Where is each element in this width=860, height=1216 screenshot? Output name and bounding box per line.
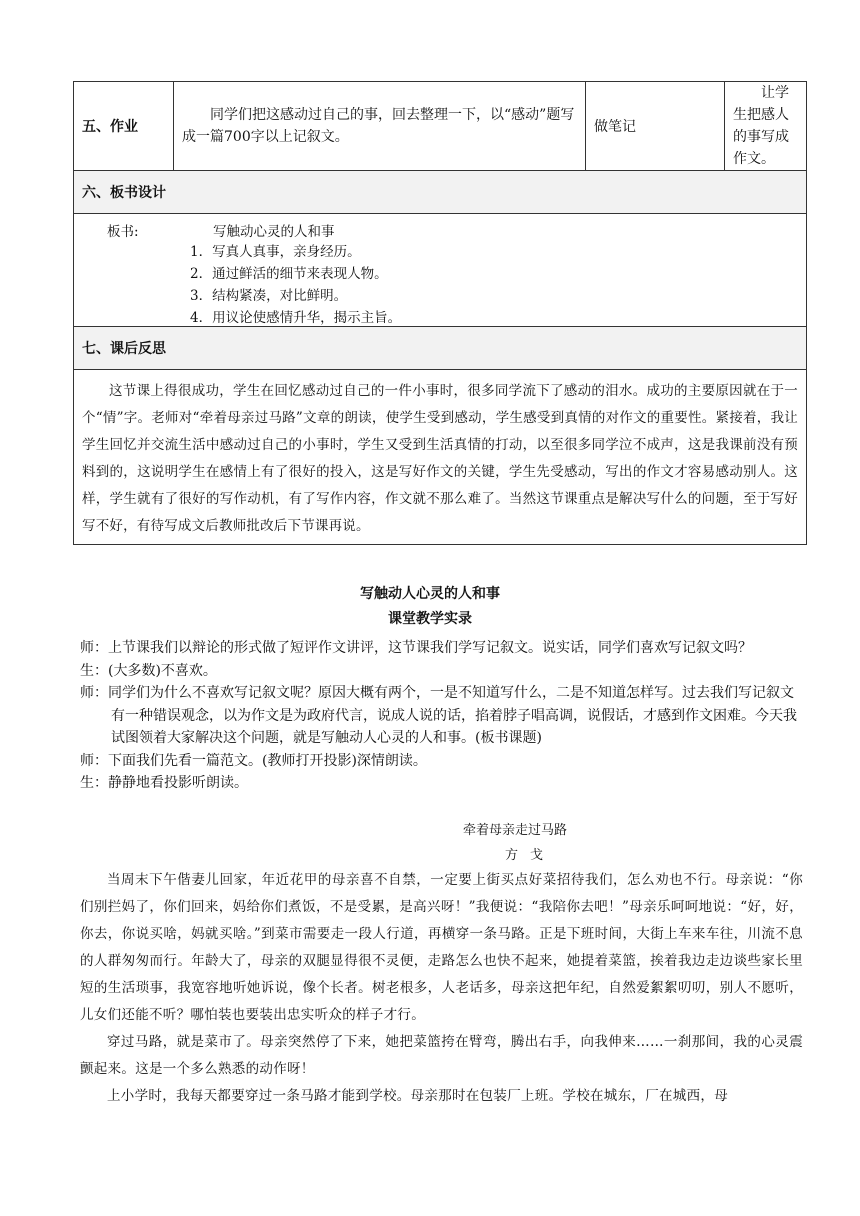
record-subtitle: 课堂教学实录 [388,611,472,627]
homework-row [74,82,807,171]
board-point: 3．结构紧凑，对比鲜明。 [190,288,348,304]
board-label: 板书: [107,224,139,240]
lesson-plan-table [73,81,807,545]
transcript-turn: 生：(大多数)不喜欢。 [80,662,217,679]
board-title: 写触动心灵的人和事 [213,224,335,240]
transcript-turn: 生：静静地看投影听朗读。 [80,775,248,791]
transcript-turn: 师：同学们为什么不喜欢写记叙文呢？原因大概有两个，一是不知道写什么，二是不知道怎样写。过去我们写记叙文有一种错误观念，以为作文是为政府代言，说成人说的话，掐着脖子唱高调，说假话，才感到作文困难。今天我试图领着大家解决这个问题，就是写触动人心灵的人和事。(板书课题) [80,685,797,746]
record-title: 写触动人心灵的人和事 [360,586,500,602]
board-design-heading: 六、板书设计 [74,171,807,214]
board-point: 2．通过鲜活的细节来表现人物。 [190,266,388,282]
essay-author: 方戈 [504,848,555,863]
board-point: 4．用议论使感情升华，揭示主旨。 [190,310,402,326]
homework-intent: 让学生把感人的事写成作文。 [725,82,807,171]
essay-paragraph: 穿过马路，就是菜市了。母亲突然停了下来，她把菜篮挎在臂弯，腾出右手，向我伸来……一刹那间，我的心灵震颤起来。这是一个多么熟悉的动作呀！ [80,1034,803,1077]
board-design-cell [74,214,807,327]
transcript-turn: 师：上节课我们以辩论的形式做了短评作文讲评，这节课我们学写记叙文。说实话，同学们喜欢写记叙文吗？ [80,640,752,656]
homework-heading: 五、作业 [74,82,174,171]
reflection-text: 这节课上得很成功，学生在回忆感动过自己的一件小事时，很多同学流下了感动的泪水。成功的主要原因就在于一个“情”字。老师对“牵着母亲过马路”文章的朗读，使学生受到感动，学生感受到真情的对作文的重要性。紧接着，我让学生回忆并交流生活中感动过自己的小事时，学生又受到生活真情的打动，以至很多同学泣不成声，这是我课前没有预料到的，这说明学生在感情上有了很好的投入，这是写好作文的关键，学生先受感动，写出的作文才容易感动别人。这样，学生就有了很好的写作动机，有了写作内容，作文就不那么难了。当然这节课重点是解决写什么的问题，至于写好写不好，有待写成文后教师批改后下节课再说。 [74,370,807,545]
homework-content: 同学们把这感动过自己的事，回去整理一下，以“感动”题写成一篇700字以上记叙文。 [174,82,586,171]
reflection-heading: 七、课后反思 [74,327,807,370]
essay-paragraph: 当周末下午偕妻儿回家，年近花甲的母亲喜不自禁，一定要上街买点好菜招待我们，怎么劝也不行。母亲说：“你们别拦妈了，你们回来，妈给你们煮饭，不是受累，是高兴呀！”我便说：“我陪你去吧！”母亲乐呵呵地说：“好，好，你去，你说买啥，妈就买啥。”到菜市需要走一段人行道，再横穿一条马路。正是下班时间，大街上车来车往，川流不息的人群匆匆而行。年龄大了，母亲的双腿显得很不灵便，走路怎么也快不起来，她提着菜篮，挨着我边走边谈些家长里短的生活琐事，我宽容地听她诉说，像个长者。树老根多，人老话多，母亲这把年纪，自然爱絮絮叨叨，别人不愿听，儿女们还能不听？哪怕装也要装出忠实听众的样子才行。 [80,872,803,1023]
board-points-list [190,241,401,329]
transcript-turn: 师：下面我们先看一篇范文。(教师打开投影)深情朗读。 [80,752,427,769]
essay-title: 牵着母亲走过马路 [462,823,567,838]
board-point: 1．写真人真事，亲身经历。 [190,244,361,260]
homework-student-activity: 做笔记 [586,82,725,171]
essay-body [80,867,803,1110]
classroom-transcript [80,637,803,795]
essay-paragraph: 上小学时，我每天都要穿过一条马路才能到学校。母亲那时在包装厂上班。学校在城东，厂在城西，母 [107,1088,728,1104]
